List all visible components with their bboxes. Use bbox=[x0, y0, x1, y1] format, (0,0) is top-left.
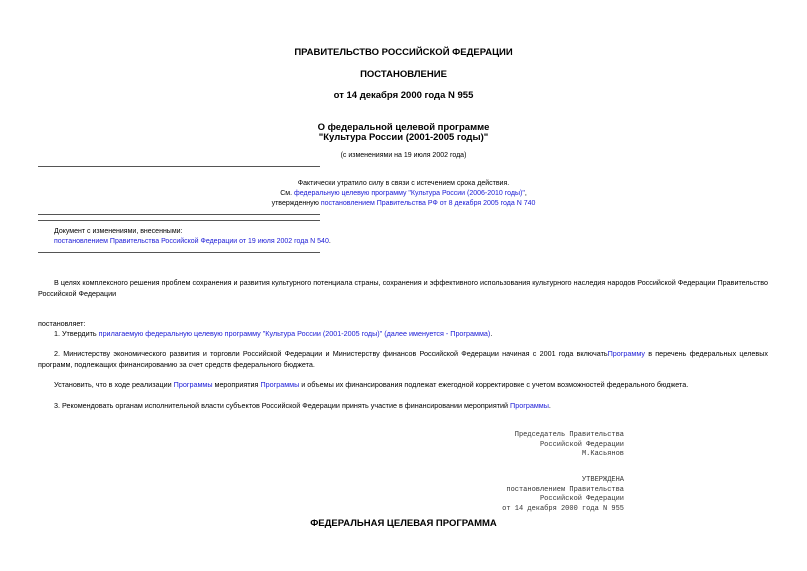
item-3 bbox=[38, 400, 768, 411]
program-link[interactable]: Программы bbox=[173, 380, 213, 389]
item-3-suffix: . bbox=[548, 401, 551, 410]
government-title: ПРАВИТЕЛЬСТВО РОССИЙСКОЙ ФЕДЕРАЦИИ bbox=[294, 47, 513, 58]
item-2-continued bbox=[38, 379, 768, 390]
item-2-suffix: в перечень федеральных целевых программ, подлежащих финансированию за счет средств федерального бюджета. bbox=[38, 349, 768, 369]
amendments-suffix: . bbox=[328, 238, 331, 245]
signature-block bbox=[515, 431, 624, 460]
approval-line4: от 14 декабря 2000 года N 955 bbox=[502, 504, 624, 513]
decrees-word: постановляет: bbox=[38, 319, 86, 328]
program-link[interactable]: прилагаемую федеральную целевую программу "Культура России (2001-2005 годы)" (далее именуется - Программа) bbox=[98, 329, 491, 338]
signature-line1: Председатель Правительства bbox=[514, 431, 624, 439]
notice-line1: Фактически утратило силу в связи с истечением срока действия. bbox=[297, 180, 510, 187]
notice-line3 bbox=[0, 200, 807, 207]
program-link[interactable]: Программы bbox=[510, 401, 549, 410]
document-date: от 14 декабря 2000 года N 955 bbox=[333, 90, 474, 101]
notice-line3-prefix: утвержденную bbox=[271, 200, 321, 207]
approval-line1: УТВЕРЖДЕНА bbox=[581, 476, 624, 484]
notice-line2-prefix: См. bbox=[280, 190, 294, 197]
item-3-prefix: 3. Рекомендовать органам исполнительной власти субъектов Российской Федерации принять участие в финансировании мероприятий bbox=[54, 401, 511, 410]
item-2-prefix: 2. Министерству экономического развития и торговли Российской Федерации и Министерству финансов Российской Федерации начиная с 2001 года включать bbox=[54, 349, 608, 358]
program-link[interactable]: Программы bbox=[260, 380, 300, 389]
document-type: ПОСТАНОВЛЕНИЕ bbox=[360, 69, 447, 80]
program-heading: ФЕДЕРАЛЬНАЯ ЦЕЛЕВАЯ ПРОГРАММА bbox=[310, 518, 497, 529]
item-1-suffix: . bbox=[490, 329, 493, 338]
item-2-continued-a: Установить, что в ходе реализации bbox=[54, 380, 174, 389]
program-link[interactable]: Программу bbox=[607, 349, 645, 358]
approval-block bbox=[502, 476, 624, 514]
notice-line2 bbox=[0, 190, 807, 197]
item-2-continued-b: мероприятия bbox=[212, 380, 261, 389]
item-1-prefix: 1. Утвердить bbox=[54, 329, 99, 338]
divider bbox=[38, 214, 320, 215]
divider bbox=[38, 220, 320, 221]
approval-line3: Российской Федерации bbox=[539, 495, 624, 503]
decree-540-link[interactable]: постановлением Правительства Российской Федерации от 19 июля 2002 года N 540 bbox=[54, 238, 329, 245]
item-2 bbox=[38, 348, 768, 370]
amendments-label: Документ с изменениями, внесенными: bbox=[54, 228, 183, 235]
approval-line2: постановлением Правительства bbox=[506, 485, 624, 494]
item-2-continued-c: и объемы их финансирования подлежат ежегодной корректировке с учетом возможностей федерального бюджета. bbox=[299, 380, 689, 389]
document-title-line1: О федеральной целевой программе bbox=[317, 122, 490, 133]
decree-740-link[interactable]: постановлением Правительства РФ от 8 декабря 2005 года N 740 bbox=[320, 200, 536, 207]
divider bbox=[38, 166, 320, 167]
document-title-line2: "Культура России (2001-2005 годы)" bbox=[318, 132, 489, 143]
divider bbox=[38, 252, 320, 253]
preamble-text: В целях комплексного решения проблем сохранения и развития культурного потенциала страны, сохранения и эффективного использования культурного наследия народов Российской Федерации Правительство Российской Федерации bbox=[38, 278, 768, 298]
signature-name: М.Касьянов bbox=[581, 450, 624, 458]
signature-line2: Российской Федерации bbox=[539, 440, 624, 449]
notice-line2-suffix: , bbox=[524, 190, 527, 197]
amendments-line bbox=[54, 238, 331, 245]
changes-note: (с изменениями на 19 июля 2002 года) bbox=[340, 152, 467, 159]
item-1 bbox=[38, 328, 768, 339]
program-2006-2010-link[interactable]: федеральную целевую программу "Культура России (2006-2010 годы)" bbox=[293, 190, 525, 197]
